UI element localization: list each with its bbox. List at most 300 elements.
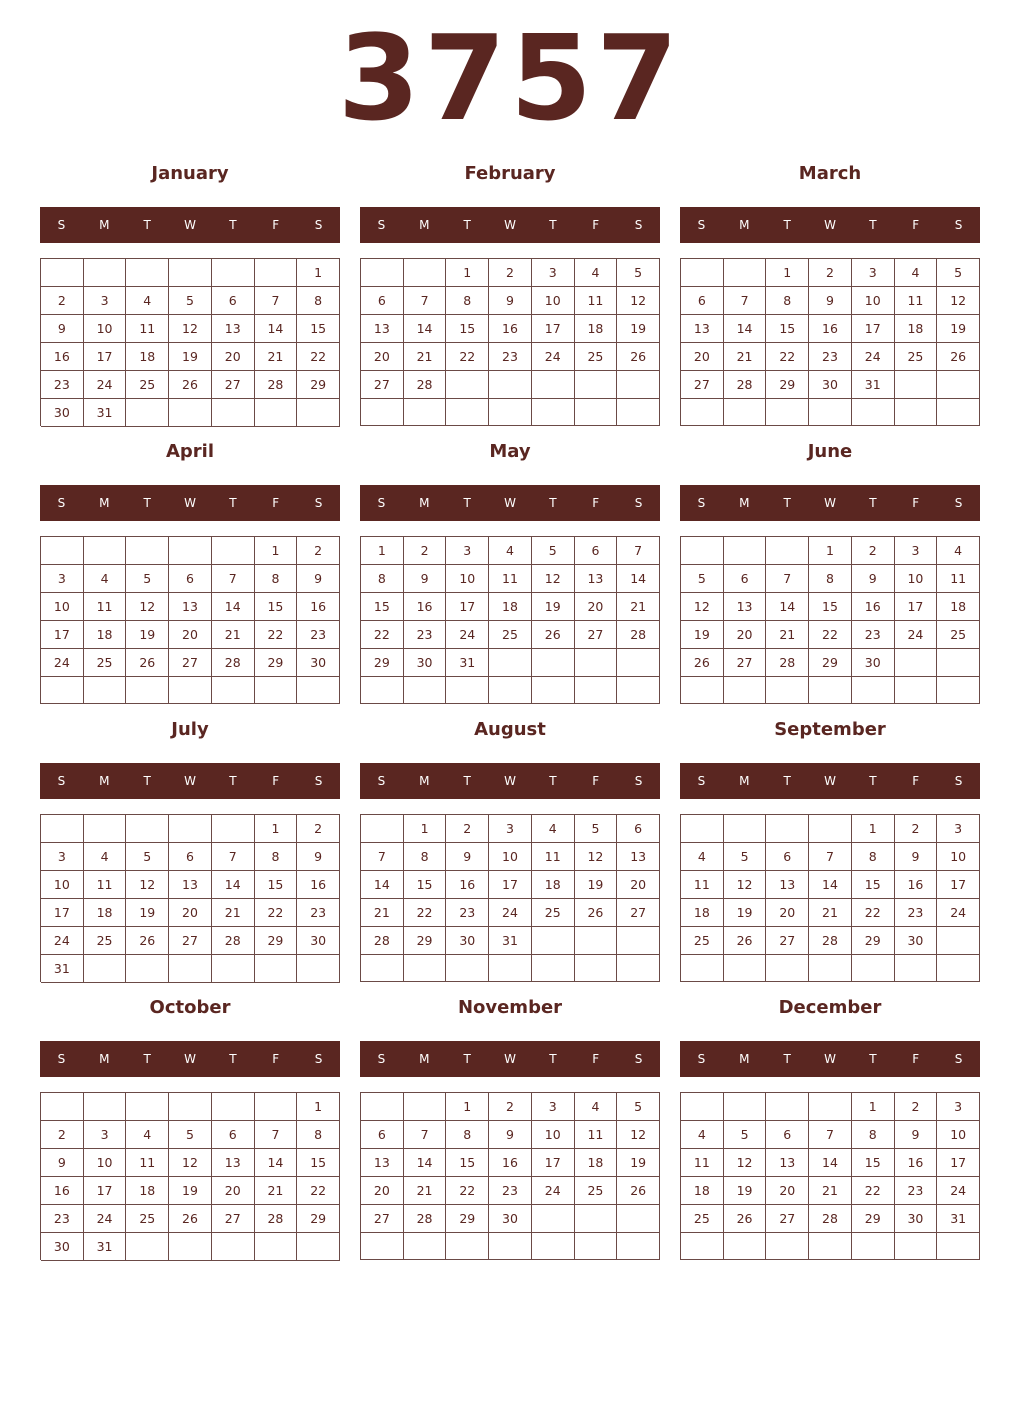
day-cell[interactable]: 4 bbox=[84, 565, 127, 593]
day-cell[interactable]: 22 bbox=[446, 343, 489, 371]
day-cell[interactable]: 4 bbox=[681, 1121, 724, 1149]
day-cell[interactable]: 15 bbox=[446, 315, 489, 343]
day-cell[interactable]: 26 bbox=[169, 371, 212, 399]
day-cell[interactable]: 29 bbox=[404, 927, 447, 955]
day-cell[interactable]: 28 bbox=[724, 371, 767, 399]
day-cell[interactable]: 20 bbox=[575, 593, 618, 621]
day-cell[interactable]: 16 bbox=[809, 315, 852, 343]
day-cell[interactable]: 17 bbox=[41, 621, 84, 649]
day-cell[interactable]: 15 bbox=[809, 593, 852, 621]
day-cell[interactable]: 23 bbox=[489, 343, 532, 371]
day-cell[interactable]: 24 bbox=[937, 899, 980, 927]
day-cell[interactable]: 28 bbox=[809, 927, 852, 955]
day-cell[interactable]: 21 bbox=[404, 343, 447, 371]
day-cell[interactable]: 29 bbox=[852, 927, 895, 955]
day-cell[interactable]: 30 bbox=[895, 1205, 938, 1233]
day-cell[interactable]: 9 bbox=[297, 843, 340, 871]
day-cell[interactable]: 6 bbox=[724, 565, 767, 593]
day-cell[interactable]: 28 bbox=[617, 621, 660, 649]
day-cell[interactable]: 23 bbox=[852, 621, 895, 649]
day-cell[interactable]: 3 bbox=[84, 287, 127, 315]
day-cell[interactable]: 17 bbox=[446, 593, 489, 621]
day-cell[interactable]: 21 bbox=[212, 899, 255, 927]
day-cell[interactable]: 27 bbox=[361, 371, 404, 399]
day-cell[interactable]: 21 bbox=[724, 343, 767, 371]
day-cell[interactable]: 8 bbox=[852, 1121, 895, 1149]
day-cell[interactable]: 25 bbox=[84, 649, 127, 677]
day-cell[interactable]: 5 bbox=[617, 1093, 660, 1121]
day-cell[interactable]: 21 bbox=[212, 621, 255, 649]
day-cell[interactable]: 25 bbox=[937, 621, 980, 649]
day-cell[interactable]: 19 bbox=[126, 621, 169, 649]
day-cell[interactable]: 17 bbox=[41, 899, 84, 927]
day-cell[interactable]: 20 bbox=[766, 899, 809, 927]
day-cell[interactable]: 29 bbox=[297, 1205, 340, 1233]
day-cell[interactable]: 14 bbox=[255, 315, 298, 343]
day-cell[interactable]: 6 bbox=[766, 843, 809, 871]
day-cell[interactable]: 27 bbox=[361, 1205, 404, 1233]
day-cell[interactable]: 30 bbox=[446, 927, 489, 955]
day-cell[interactable]: 28 bbox=[212, 927, 255, 955]
day-cell[interactable]: 1 bbox=[446, 259, 489, 287]
day-cell[interactable]: 1 bbox=[404, 815, 447, 843]
day-cell[interactable]: 15 bbox=[852, 871, 895, 899]
day-cell[interactable]: 11 bbox=[895, 287, 938, 315]
day-cell[interactable]: 27 bbox=[681, 371, 724, 399]
day-cell[interactable]: 2 bbox=[404, 537, 447, 565]
day-cell[interactable]: 15 bbox=[446, 1149, 489, 1177]
day-cell[interactable]: 12 bbox=[532, 565, 575, 593]
day-cell[interactable]: 2 bbox=[41, 287, 84, 315]
day-cell[interactable]: 22 bbox=[766, 343, 809, 371]
day-cell[interactable]: 2 bbox=[446, 815, 489, 843]
day-cell[interactable]: 3 bbox=[937, 1093, 980, 1121]
day-cell[interactable]: 7 bbox=[809, 843, 852, 871]
day-cell[interactable]: 5 bbox=[937, 259, 980, 287]
day-cell[interactable]: 27 bbox=[212, 1205, 255, 1233]
day-cell[interactable]: 29 bbox=[297, 371, 340, 399]
day-cell[interactable]: 13 bbox=[724, 593, 767, 621]
day-cell[interactable]: 13 bbox=[681, 315, 724, 343]
day-cell[interactable]: 22 bbox=[852, 899, 895, 927]
day-cell[interactable]: 15 bbox=[852, 1149, 895, 1177]
day-cell[interactable]: 24 bbox=[937, 1177, 980, 1205]
day-cell[interactable]: 14 bbox=[212, 871, 255, 899]
day-cell[interactable]: 9 bbox=[297, 565, 340, 593]
day-cell[interactable]: 30 bbox=[41, 399, 84, 427]
day-cell[interactable]: 8 bbox=[297, 287, 340, 315]
day-cell[interactable]: 6 bbox=[361, 287, 404, 315]
day-cell[interactable]: 15 bbox=[255, 593, 298, 621]
day-cell[interactable]: 8 bbox=[446, 287, 489, 315]
day-cell[interactable]: 3 bbox=[41, 565, 84, 593]
day-cell[interactable]: 21 bbox=[766, 621, 809, 649]
day-cell[interactable]: 12 bbox=[617, 287, 660, 315]
day-cell[interactable]: 10 bbox=[489, 843, 532, 871]
day-cell[interactable]: 13 bbox=[766, 871, 809, 899]
day-cell[interactable]: 10 bbox=[937, 1121, 980, 1149]
day-cell[interactable]: 27 bbox=[724, 649, 767, 677]
day-cell[interactable]: 13 bbox=[575, 565, 618, 593]
day-cell[interactable]: 19 bbox=[126, 899, 169, 927]
day-cell[interactable]: 6 bbox=[212, 287, 255, 315]
day-cell[interactable]: 23 bbox=[895, 899, 938, 927]
day-cell[interactable]: 12 bbox=[724, 1149, 767, 1177]
day-cell[interactable]: 25 bbox=[84, 927, 127, 955]
day-cell[interactable]: 4 bbox=[489, 537, 532, 565]
day-cell[interactable]: 20 bbox=[169, 899, 212, 927]
day-cell[interactable]: 3 bbox=[532, 1093, 575, 1121]
day-cell[interactable]: 10 bbox=[532, 1121, 575, 1149]
day-cell[interactable]: 22 bbox=[255, 621, 298, 649]
day-cell[interactable]: 14 bbox=[724, 315, 767, 343]
day-cell[interactable]: 28 bbox=[212, 649, 255, 677]
day-cell[interactable]: 9 bbox=[895, 843, 938, 871]
day-cell[interactable]: 25 bbox=[681, 927, 724, 955]
day-cell[interactable]: 14 bbox=[404, 1149, 447, 1177]
day-cell[interactable]: 19 bbox=[532, 593, 575, 621]
day-cell[interactable]: 29 bbox=[255, 649, 298, 677]
day-cell[interactable]: 14 bbox=[361, 871, 404, 899]
day-cell[interactable]: 15 bbox=[766, 315, 809, 343]
day-cell[interactable]: 8 bbox=[255, 843, 298, 871]
day-cell[interactable]: 11 bbox=[126, 315, 169, 343]
day-cell[interactable]: 10 bbox=[41, 871, 84, 899]
day-cell[interactable]: 19 bbox=[617, 315, 660, 343]
day-cell[interactable]: 13 bbox=[361, 315, 404, 343]
day-cell[interactable]: 30 bbox=[489, 1205, 532, 1233]
day-cell[interactable]: 18 bbox=[681, 1177, 724, 1205]
day-cell[interactable]: 22 bbox=[255, 899, 298, 927]
day-cell[interactable]: 28 bbox=[404, 1205, 447, 1233]
day-cell[interactable]: 28 bbox=[361, 927, 404, 955]
day-cell[interactable]: 20 bbox=[212, 1177, 255, 1205]
day-cell[interactable]: 23 bbox=[41, 1205, 84, 1233]
day-cell[interactable]: 1 bbox=[766, 259, 809, 287]
day-cell[interactable]: 8 bbox=[809, 565, 852, 593]
day-cell[interactable]: 12 bbox=[126, 871, 169, 899]
day-cell[interactable]: 11 bbox=[489, 565, 532, 593]
day-cell[interactable]: 2 bbox=[895, 1093, 938, 1121]
day-cell[interactable]: 29 bbox=[852, 1205, 895, 1233]
day-cell[interactable]: 6 bbox=[617, 815, 660, 843]
day-cell[interactable]: 1 bbox=[852, 1093, 895, 1121]
day-cell[interactable]: 11 bbox=[84, 593, 127, 621]
day-cell[interactable]: 10 bbox=[84, 1149, 127, 1177]
day-cell[interactable]: 11 bbox=[937, 565, 980, 593]
day-cell[interactable]: 19 bbox=[169, 1177, 212, 1205]
day-cell[interactable]: 18 bbox=[895, 315, 938, 343]
day-cell[interactable]: 18 bbox=[126, 343, 169, 371]
day-cell[interactable]: 6 bbox=[766, 1121, 809, 1149]
day-cell[interactable]: 7 bbox=[361, 843, 404, 871]
day-cell[interactable]: 9 bbox=[41, 1149, 84, 1177]
day-cell[interactable]: 25 bbox=[895, 343, 938, 371]
day-cell[interactable]: 10 bbox=[446, 565, 489, 593]
day-cell[interactable]: 13 bbox=[212, 1149, 255, 1177]
day-cell[interactable]: 23 bbox=[446, 899, 489, 927]
day-cell[interactable]: 4 bbox=[575, 1093, 618, 1121]
day-cell[interactable]: 17 bbox=[895, 593, 938, 621]
day-cell[interactable]: 15 bbox=[297, 1149, 340, 1177]
day-cell[interactable]: 3 bbox=[41, 843, 84, 871]
day-cell[interactable]: 22 bbox=[361, 621, 404, 649]
day-cell[interactable]: 25 bbox=[575, 343, 618, 371]
day-cell[interactable]: 8 bbox=[297, 1121, 340, 1149]
day-cell[interactable]: 1 bbox=[255, 537, 298, 565]
day-cell[interactable]: 9 bbox=[41, 315, 84, 343]
day-cell[interactable]: 21 bbox=[809, 899, 852, 927]
day-cell[interactable]: 18 bbox=[84, 621, 127, 649]
day-cell[interactable]: 18 bbox=[575, 315, 618, 343]
day-cell[interactable]: 18 bbox=[532, 871, 575, 899]
day-cell[interactable]: 16 bbox=[895, 1149, 938, 1177]
day-cell[interactable]: 22 bbox=[446, 1177, 489, 1205]
day-cell[interactable]: 7 bbox=[809, 1121, 852, 1149]
day-cell[interactable]: 19 bbox=[617, 1149, 660, 1177]
day-cell[interactable]: 22 bbox=[297, 1177, 340, 1205]
day-cell[interactable]: 23 bbox=[297, 899, 340, 927]
day-cell[interactable]: 12 bbox=[617, 1121, 660, 1149]
day-cell[interactable]: 17 bbox=[852, 315, 895, 343]
day-cell[interactable]: 13 bbox=[361, 1149, 404, 1177]
day-cell[interactable]: 5 bbox=[617, 259, 660, 287]
day-cell[interactable]: 27 bbox=[169, 649, 212, 677]
day-cell[interactable]: 21 bbox=[809, 1177, 852, 1205]
day-cell[interactable]: 22 bbox=[852, 1177, 895, 1205]
day-cell[interactable]: 19 bbox=[937, 315, 980, 343]
day-cell[interactable]: 1 bbox=[852, 815, 895, 843]
day-cell[interactable]: 14 bbox=[809, 871, 852, 899]
day-cell[interactable]: 17 bbox=[532, 315, 575, 343]
day-cell[interactable]: 28 bbox=[255, 371, 298, 399]
day-cell[interactable]: 3 bbox=[532, 259, 575, 287]
day-cell[interactable]: 25 bbox=[126, 1205, 169, 1233]
day-cell[interactable]: 28 bbox=[404, 371, 447, 399]
day-cell[interactable]: 25 bbox=[126, 371, 169, 399]
day-cell[interactable]: 17 bbox=[937, 871, 980, 899]
day-cell[interactable]: 28 bbox=[809, 1205, 852, 1233]
day-cell[interactable]: 13 bbox=[169, 593, 212, 621]
day-cell[interactable]: 24 bbox=[532, 343, 575, 371]
day-cell[interactable]: 2 bbox=[852, 537, 895, 565]
day-cell[interactable]: 25 bbox=[489, 621, 532, 649]
day-cell[interactable]: 12 bbox=[575, 843, 618, 871]
day-cell[interactable]: 16 bbox=[852, 593, 895, 621]
day-cell[interactable]: 8 bbox=[852, 843, 895, 871]
day-cell[interactable]: 2 bbox=[489, 1093, 532, 1121]
day-cell[interactable]: 5 bbox=[532, 537, 575, 565]
day-cell[interactable]: 7 bbox=[766, 565, 809, 593]
day-cell[interactable]: 2 bbox=[809, 259, 852, 287]
day-cell[interactable]: 8 bbox=[766, 287, 809, 315]
day-cell[interactable]: 6 bbox=[361, 1121, 404, 1149]
day-cell[interactable]: 26 bbox=[126, 649, 169, 677]
day-cell[interactable]: 31 bbox=[446, 649, 489, 677]
day-cell[interactable]: 19 bbox=[575, 871, 618, 899]
day-cell[interactable]: 31 bbox=[84, 399, 127, 427]
day-cell[interactable]: 26 bbox=[532, 621, 575, 649]
day-cell[interactable]: 15 bbox=[361, 593, 404, 621]
day-cell[interactable]: 29 bbox=[809, 649, 852, 677]
day-cell[interactable]: 5 bbox=[681, 565, 724, 593]
day-cell[interactable]: 12 bbox=[681, 593, 724, 621]
day-cell[interactable]: 18 bbox=[84, 899, 127, 927]
day-cell[interactable]: 9 bbox=[404, 565, 447, 593]
day-cell[interactable]: 12 bbox=[169, 315, 212, 343]
day-cell[interactable]: 11 bbox=[681, 871, 724, 899]
day-cell[interactable]: 10 bbox=[937, 843, 980, 871]
day-cell[interactable]: 3 bbox=[489, 815, 532, 843]
day-cell[interactable]: 4 bbox=[126, 287, 169, 315]
day-cell[interactable]: 27 bbox=[575, 621, 618, 649]
day-cell[interactable]: 7 bbox=[724, 287, 767, 315]
day-cell[interactable]: 14 bbox=[809, 1149, 852, 1177]
day-cell[interactable]: 11 bbox=[532, 843, 575, 871]
day-cell[interactable]: 12 bbox=[126, 593, 169, 621]
day-cell[interactable]: 7 bbox=[212, 565, 255, 593]
day-cell[interactable]: 11 bbox=[84, 871, 127, 899]
day-cell[interactable]: 18 bbox=[489, 593, 532, 621]
day-cell[interactable]: 21 bbox=[255, 343, 298, 371]
day-cell[interactable]: 10 bbox=[895, 565, 938, 593]
day-cell[interactable]: 5 bbox=[126, 565, 169, 593]
day-cell[interactable]: 31 bbox=[489, 927, 532, 955]
day-cell[interactable]: 21 bbox=[617, 593, 660, 621]
day-cell[interactable]: 6 bbox=[169, 565, 212, 593]
day-cell[interactable]: 14 bbox=[255, 1149, 298, 1177]
day-cell[interactable]: 4 bbox=[532, 815, 575, 843]
day-cell[interactable]: 1 bbox=[446, 1093, 489, 1121]
day-cell[interactable]: 8 bbox=[361, 565, 404, 593]
day-cell[interactable]: 15 bbox=[255, 871, 298, 899]
day-cell[interactable]: 27 bbox=[766, 1205, 809, 1233]
day-cell[interactable]: 29 bbox=[255, 927, 298, 955]
day-cell[interactable]: 19 bbox=[169, 343, 212, 371]
day-cell[interactable]: 2 bbox=[297, 537, 340, 565]
day-cell[interactable]: 1 bbox=[809, 537, 852, 565]
day-cell[interactable]: 4 bbox=[895, 259, 938, 287]
day-cell[interactable]: 17 bbox=[937, 1149, 980, 1177]
day-cell[interactable]: 11 bbox=[126, 1149, 169, 1177]
day-cell[interactable]: 24 bbox=[41, 649, 84, 677]
day-cell[interactable]: 1 bbox=[297, 1093, 340, 1121]
day-cell[interactable]: 26 bbox=[169, 1205, 212, 1233]
day-cell[interactable]: 24 bbox=[84, 371, 127, 399]
day-cell[interactable]: 6 bbox=[212, 1121, 255, 1149]
day-cell[interactable]: 27 bbox=[212, 371, 255, 399]
day-cell[interactable]: 27 bbox=[766, 927, 809, 955]
day-cell[interactable]: 4 bbox=[937, 537, 980, 565]
day-cell[interactable]: 16 bbox=[297, 593, 340, 621]
day-cell[interactable]: 30 bbox=[41, 1233, 84, 1261]
day-cell[interactable]: 30 bbox=[809, 371, 852, 399]
day-cell[interactable]: 22 bbox=[809, 621, 852, 649]
day-cell[interactable]: 12 bbox=[937, 287, 980, 315]
day-cell[interactable]: 21 bbox=[404, 1177, 447, 1205]
day-cell[interactable]: 4 bbox=[681, 843, 724, 871]
day-cell[interactable]: 30 bbox=[404, 649, 447, 677]
day-cell[interactable]: 9 bbox=[489, 287, 532, 315]
day-cell[interactable]: 9 bbox=[489, 1121, 532, 1149]
day-cell[interactable]: 24 bbox=[41, 927, 84, 955]
day-cell[interactable]: 14 bbox=[212, 593, 255, 621]
day-cell[interactable]: 23 bbox=[895, 1177, 938, 1205]
day-cell[interactable]: 14 bbox=[617, 565, 660, 593]
day-cell[interactable]: 9 bbox=[852, 565, 895, 593]
day-cell[interactable]: 12 bbox=[169, 1149, 212, 1177]
day-cell[interactable]: 13 bbox=[169, 871, 212, 899]
day-cell[interactable]: 8 bbox=[404, 843, 447, 871]
day-cell[interactable]: 1 bbox=[361, 537, 404, 565]
day-cell[interactable]: 23 bbox=[41, 371, 84, 399]
day-cell[interactable]: 30 bbox=[895, 927, 938, 955]
day-cell[interactable]: 29 bbox=[766, 371, 809, 399]
day-cell[interactable]: 17 bbox=[84, 343, 127, 371]
day-cell[interactable]: 2 bbox=[41, 1121, 84, 1149]
day-cell[interactable]: 21 bbox=[255, 1177, 298, 1205]
day-cell[interactable]: 31 bbox=[84, 1233, 127, 1261]
day-cell[interactable]: 5 bbox=[575, 815, 618, 843]
day-cell[interactable]: 17 bbox=[532, 1149, 575, 1177]
day-cell[interactable]: 22 bbox=[297, 343, 340, 371]
day-cell[interactable]: 26 bbox=[937, 343, 980, 371]
day-cell[interactable]: 23 bbox=[809, 343, 852, 371]
day-cell[interactable]: 2 bbox=[489, 259, 532, 287]
day-cell[interactable]: 18 bbox=[575, 1149, 618, 1177]
day-cell[interactable]: 18 bbox=[681, 899, 724, 927]
day-cell[interactable]: 7 bbox=[404, 1121, 447, 1149]
day-cell[interactable]: 16 bbox=[489, 315, 532, 343]
day-cell[interactable]: 10 bbox=[532, 287, 575, 315]
day-cell[interactable]: 26 bbox=[617, 343, 660, 371]
day-cell[interactable]: 31 bbox=[937, 1205, 980, 1233]
day-cell[interactable]: 9 bbox=[809, 287, 852, 315]
day-cell[interactable]: 13 bbox=[212, 315, 255, 343]
day-cell[interactable]: 23 bbox=[489, 1177, 532, 1205]
day-cell[interactable]: 1 bbox=[255, 815, 298, 843]
day-cell[interactable]: 7 bbox=[255, 1121, 298, 1149]
day-cell[interactable]: 3 bbox=[895, 537, 938, 565]
day-cell[interactable]: 6 bbox=[169, 843, 212, 871]
day-cell[interactable]: 24 bbox=[852, 343, 895, 371]
day-cell[interactable]: 20 bbox=[212, 343, 255, 371]
day-cell[interactable]: 14 bbox=[404, 315, 447, 343]
day-cell[interactable]: 16 bbox=[41, 343, 84, 371]
day-cell[interactable]: 29 bbox=[361, 649, 404, 677]
day-cell[interactable]: 21 bbox=[361, 899, 404, 927]
day-cell[interactable]: 11 bbox=[681, 1149, 724, 1177]
day-cell[interactable]: 26 bbox=[681, 649, 724, 677]
day-cell[interactable]: 4 bbox=[575, 259, 618, 287]
day-cell[interactable]: 26 bbox=[617, 1177, 660, 1205]
day-cell[interactable]: 18 bbox=[937, 593, 980, 621]
day-cell[interactable]: 30 bbox=[297, 649, 340, 677]
day-cell[interactable]: 11 bbox=[575, 1121, 618, 1149]
day-cell[interactable]: 19 bbox=[724, 899, 767, 927]
day-cell[interactable]: 5 bbox=[724, 843, 767, 871]
day-cell[interactable]: 11 bbox=[575, 287, 618, 315]
day-cell[interactable]: 20 bbox=[361, 1177, 404, 1205]
day-cell[interactable]: 27 bbox=[169, 927, 212, 955]
day-cell[interactable]: 26 bbox=[575, 899, 618, 927]
day-cell[interactable]: 4 bbox=[126, 1121, 169, 1149]
day-cell[interactable]: 25 bbox=[532, 899, 575, 927]
day-cell[interactable]: 6 bbox=[575, 537, 618, 565]
day-cell[interactable]: 15 bbox=[404, 871, 447, 899]
day-cell[interactable]: 7 bbox=[617, 537, 660, 565]
day-cell[interactable]: 3 bbox=[84, 1121, 127, 1149]
